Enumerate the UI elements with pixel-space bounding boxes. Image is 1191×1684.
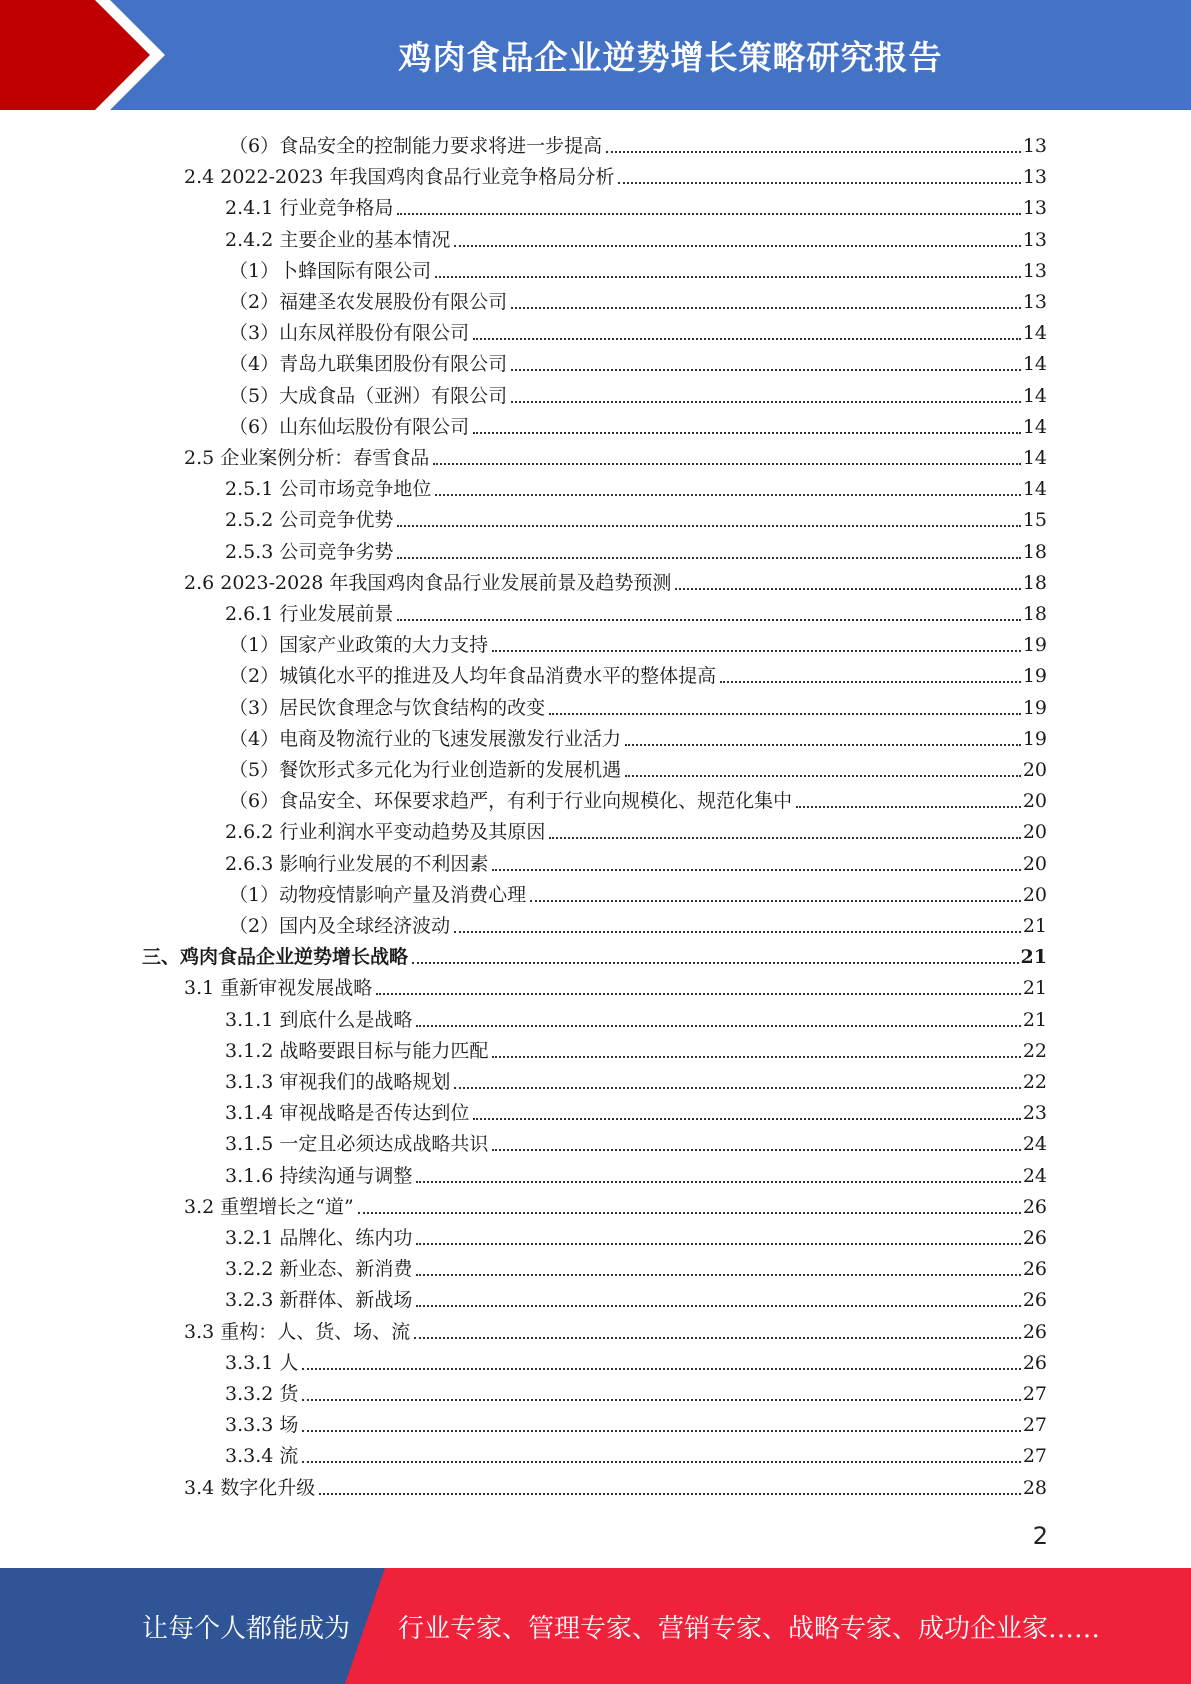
toc-entry-label: （6）山东仙坛股份有限公司	[229, 415, 470, 438]
toc-entry-page: 24	[1022, 1164, 1047, 1187]
footer-slogan-left: 让每个人都能成为	[142, 1613, 351, 1644]
page-number: 2	[1032, 1522, 1048, 1550]
toc-entry[interactable]	[229, 377, 1047, 408]
toc-entry[interactable]	[225, 501, 1047, 532]
toc-dot-leader	[302, 1368, 1020, 1370]
toc-dot-leader	[454, 245, 1020, 247]
toc-entry[interactable]	[229, 907, 1047, 938]
toc-entry-label: 3.1.6 持续沟通与调整	[225, 1164, 413, 1187]
toc-entry[interactable]	[225, 221, 1047, 252]
toc-entry-label: （3）居民饮食理念与饮食结构的改变	[229, 696, 546, 719]
toc-dot-leader	[397, 557, 1020, 559]
toc-dot-leader	[511, 401, 1021, 403]
toc-dot-leader	[416, 1243, 1020, 1245]
toc-entry-label: 3.1.5 一定且必须达成战略共识	[225, 1133, 489, 1156]
toc-entry-page: 15	[1022, 509, 1047, 532]
toc-entry[interactable]	[225, 1032, 1047, 1063]
toc-entry-label: （6）食品安全的控制能力要求将进一步提高	[229, 135, 603, 157]
toc-dot-leader	[397, 525, 1020, 527]
toc-entry-page: 20	[1022, 852, 1047, 875]
toc-entry-label: （4）青岛九联集团股份有限公司	[229, 353, 508, 376]
toc-dot-leader	[618, 182, 1020, 184]
toc-entry[interactable]	[229, 751, 1047, 782]
toc-dot-leader	[416, 1305, 1020, 1307]
toc-entry-label: 3.3 重构：人、货、场、流	[184, 1320, 411, 1343]
toc-entry-page: 13	[1022, 291, 1047, 313]
toc-entry-page: 21	[1022, 977, 1047, 1000]
toc-entry-label: （2）城镇化水平的推进及人均年食品消费水平的整体提高	[229, 665, 717, 688]
toc-entry-page: 20	[1022, 759, 1047, 781]
toc-entry-page: 27	[1022, 1445, 1047, 1468]
toc-entry-page: 28	[1022, 1476, 1047, 1499]
toc-entry[interactable]	[229, 876, 1047, 907]
toc-dot-leader	[302, 1430, 1020, 1432]
toc-entry-label: （6）食品安全、环保要求趋严，有利于行业向规模化、规范化集中	[229, 790, 793, 813]
toc-entry-label: （5）餐饮形式多元化为行业创造新的发展机遇	[229, 759, 622, 781]
toc-entry[interactable]	[229, 782, 1047, 813]
toc-entry-label: 3.4 数字化升级	[184, 1476, 316, 1499]
toc-dot-leader	[435, 276, 1021, 278]
toc-entry-label: 3.1.4 审视战略是否传达到位	[225, 1102, 470, 1125]
toc-entry-page: 13	[1022, 197, 1047, 220]
toc-entry-page: 21	[1022, 915, 1047, 937]
toc-entry[interactable]	[229, 127, 1047, 158]
toc-entry-label: 2.6.2 行业利润水平变动趋势及其原因	[225, 821, 546, 844]
toc-entry[interactable]	[225, 813, 1047, 844]
toc-dot-leader	[473, 1118, 1020, 1120]
toc-entry-page: 14	[1022, 384, 1047, 407]
toc-entry[interactable]	[225, 1406, 1047, 1437]
toc-entry-page: 26	[1022, 1195, 1047, 1218]
toc-dot-leader	[416, 1181, 1020, 1183]
toc-entry-page: 13	[1022, 228, 1047, 251]
toc-entry[interactable]	[229, 657, 1047, 688]
toc-entry-page: 26	[1022, 1320, 1047, 1343]
toc-dot-leader	[492, 650, 1021, 652]
toc-entry[interactable]	[225, 1437, 1047, 1468]
toc-entry-label: （1）卜蜂国际有限公司	[229, 259, 432, 282]
header-red-arrow	[0, 0, 150, 110]
toc-dot-leader	[492, 1056, 1020, 1058]
toc-entry-page: 21	[1020, 946, 1047, 969]
toc-entry-page: 14	[1022, 322, 1047, 345]
toc-dot-leader	[397, 213, 1020, 215]
toc-entry-page: 26	[1022, 1227, 1047, 1249]
header-title: 鸡肉食品企业逆势增长策略研究报告	[398, 37, 943, 77]
toc-entry-page: 13	[1022, 135, 1047, 157]
toc-entry-label: 三、鸡肉食品企业逆势增长战略	[142, 946, 409, 969]
toc-dot-leader	[358, 1212, 1021, 1214]
toc-entry-label: 3.3.2 货	[225, 1383, 299, 1405]
toc-entry[interactable]	[225, 1375, 1047, 1406]
toc-entry[interactable]	[225, 1250, 1047, 1281]
toc-dot-leader	[435, 494, 1020, 496]
toc-entry[interactable]	[229, 626, 1047, 657]
toc-entry-page: 27	[1022, 1414, 1047, 1437]
toc-entry-page: 27	[1022, 1383, 1047, 1405]
toc-entry[interactable]	[184, 439, 1047, 470]
toc-entry-page: 26	[1022, 1351, 1047, 1374]
toc-dot-leader	[454, 931, 1021, 933]
toc-dot-leader	[549, 713, 1021, 715]
toc-entry[interactable]	[225, 595, 1047, 626]
toc-entry-label: （1）动物疫情影响产量及消费心理	[229, 883, 527, 906]
toc-entry-label: 3.3.4 流	[225, 1445, 299, 1468]
toc-entry-page: 14	[1022, 447, 1047, 469]
toc-entry[interactable]	[184, 158, 1047, 189]
toc-entry-page: 18	[1022, 540, 1047, 563]
toc-entry[interactable]	[184, 1188, 1047, 1219]
toc-entry[interactable]	[229, 283, 1047, 314]
toc-entry-label: （3）山东凤祥股份有限公司	[229, 322, 470, 345]
toc-entry[interactable]	[225, 1125, 1047, 1156]
toc-entry-label: 3.3.3 场	[225, 1414, 299, 1437]
toc-dot-leader	[625, 775, 1021, 777]
toc-entry[interactable]	[229, 345, 1047, 376]
toc-dot-leader	[492, 869, 1020, 871]
toc-entry[interactable]	[225, 1281, 1047, 1312]
toc-entry-page: 18	[1022, 571, 1047, 594]
toc-entry-page: 13	[1022, 259, 1047, 282]
toc-dot-leader	[473, 338, 1021, 340]
toc-entry-page: 20	[1022, 883, 1047, 906]
toc-dot-leader	[796, 806, 1021, 808]
toc-entry-page: 26	[1022, 1289, 1047, 1312]
toc-entry-page: 18	[1022, 603, 1047, 625]
toc-entry-label: 2.6.3 影响行业发展的不利因素	[225, 852, 489, 875]
toc-entry-label: 3.1 重新审视发展战略	[184, 977, 373, 1000]
toc-entry[interactable]	[225, 1001, 1047, 1032]
toc-entry-label: 3.2.3 新群体、新战场	[225, 1289, 413, 1312]
toc-dot-leader	[492, 1149, 1020, 1151]
toc-entry-page: 14	[1022, 353, 1047, 376]
toc-entry[interactable]	[225, 1344, 1047, 1375]
toc-entry[interactable]	[184, 1313, 1047, 1344]
toc-entry-label: 3.1.2 战略要跟目标与能力匹配	[225, 1039, 489, 1062]
toc-entry-label: （1）国家产业政策的大力支持	[229, 634, 489, 657]
toc-entry[interactable]	[184, 969, 1047, 1000]
toc-entry-label: 3.3.1 人	[225, 1351, 299, 1374]
toc-entry[interactable]	[225, 470, 1047, 501]
toc-dot-leader	[412, 962, 1019, 964]
toc-entry[interactable]	[225, 1063, 1047, 1094]
toc-dot-leader	[675, 588, 1020, 590]
toc-entry-label: 3.2.1 品牌化、练内功	[225, 1227, 413, 1249]
toc-dot-leader	[416, 1025, 1020, 1027]
toc-entry-label: （4）电商及物流行业的飞速发展激发行业活力	[229, 727, 622, 750]
toc-dot-leader	[376, 993, 1021, 995]
toc-entry[interactable]	[229, 252, 1047, 283]
toc-entry[interactable]	[225, 1157, 1047, 1188]
toc-entry-page: 19	[1022, 634, 1047, 657]
toc-entry-label: （5）大成食品（亚洲）有限公司	[229, 384, 508, 407]
toc-dot-leader	[625, 744, 1021, 746]
toc-dot-leader	[720, 681, 1021, 683]
toc-entry-label: 2.5.2 公司竞争优势	[225, 509, 394, 532]
toc-entry[interactable]	[184, 564, 1047, 595]
toc-entry-page: 14	[1022, 478, 1047, 501]
toc-entry-page: 19	[1022, 665, 1047, 688]
toc-entry-page: 21	[1022, 1008, 1047, 1031]
toc-entry-label: 3.1.1 到底什么是战略	[225, 1008, 413, 1031]
toc-dot-leader	[549, 837, 1020, 839]
toc-entry-page: 22	[1022, 1039, 1047, 1062]
toc-entry[interactable]	[142, 938, 1047, 969]
toc-entry-label: 2.6 2023-2028 年我国鸡肉食品行业发展前景及趋势预测	[184, 571, 672, 594]
toc-entry-label: 2.4.1 行业竞争格局	[225, 197, 394, 220]
toc-entry[interactable]	[225, 189, 1047, 220]
toc-entry-page: 20	[1022, 821, 1047, 844]
toc-entry-label: 3.1.3 审视我们的战略规划	[225, 1071, 451, 1093]
toc-entry-page: 13	[1022, 166, 1047, 189]
toc-entry[interactable]	[225, 1219, 1047, 1250]
toc-entry-page: 19	[1022, 727, 1047, 750]
toc-entry[interactable]	[225, 533, 1047, 564]
toc-dot-leader	[511, 307, 1021, 309]
toc-entry[interactable]	[229, 408, 1047, 439]
toc-entry-label: 2.5.3 公司竞争劣势	[225, 540, 394, 563]
toc-dot-leader	[414, 1337, 1021, 1339]
toc-dot-leader	[473, 432, 1021, 434]
toc-dot-leader	[454, 1087, 1020, 1089]
toc-dot-leader	[433, 463, 1021, 465]
toc-entry-label: 2.5.1 公司市场竞争地位	[225, 478, 432, 501]
toc-entry-page: 24	[1022, 1133, 1047, 1156]
toc-dot-leader	[416, 1274, 1020, 1276]
toc-entry[interactable]	[229, 314, 1047, 345]
toc-entry-page: 20	[1022, 790, 1047, 813]
toc-entry-label: （2）国内及全球经济波动	[229, 915, 451, 937]
toc-entry[interactable]	[229, 720, 1047, 751]
toc-dot-leader	[319, 1493, 1021, 1495]
toc-entry-label: 2.4 2022-2023 年我国鸡肉食品行业竞争格局分析	[184, 166, 615, 189]
page-footer	[0, 1568, 1191, 1684]
page-header	[0, 0, 1191, 110]
toc-dot-leader	[511, 369, 1021, 371]
toc-entry-label: 2.6.1 行业发展前景	[225, 603, 394, 625]
toc-entry-label: 3.2.2 新业态、新消费	[225, 1258, 413, 1281]
toc-entry[interactable]	[225, 1094, 1047, 1125]
toc-entry-page: 26	[1022, 1258, 1047, 1281]
toc-entry-page: 19	[1022, 696, 1047, 719]
toc-entry-label: 2.5 企业案例分析：春雪食品	[184, 447, 430, 469]
toc-entry-label: 3.2 重塑增长之“道”	[184, 1195, 354, 1218]
toc-dot-leader	[397, 619, 1020, 621]
toc-dot-leader	[530, 900, 1021, 902]
toc-entry-page: 14	[1022, 415, 1047, 438]
toc-entry-label: （2）福建圣农发展股份有限公司	[229, 291, 508, 313]
toc-entry-page: 22	[1022, 1071, 1047, 1093]
toc-entry[interactable]	[229, 689, 1047, 720]
toc-entry[interactable]	[225, 845, 1047, 876]
toc-dot-leader	[302, 1461, 1020, 1463]
toc-entry[interactable]	[184, 1469, 1047, 1500]
toc-entry-label: 2.4.2 主要企业的基本情况	[225, 228, 451, 251]
toc-dot-leader	[606, 151, 1021, 153]
footer-slogan-right: 行业专家、管理专家、营销专家、战略专家、成功企业家……	[398, 1613, 1101, 1644]
toc-entry-page: 23	[1022, 1102, 1047, 1125]
toc-dot-leader	[302, 1399, 1020, 1401]
